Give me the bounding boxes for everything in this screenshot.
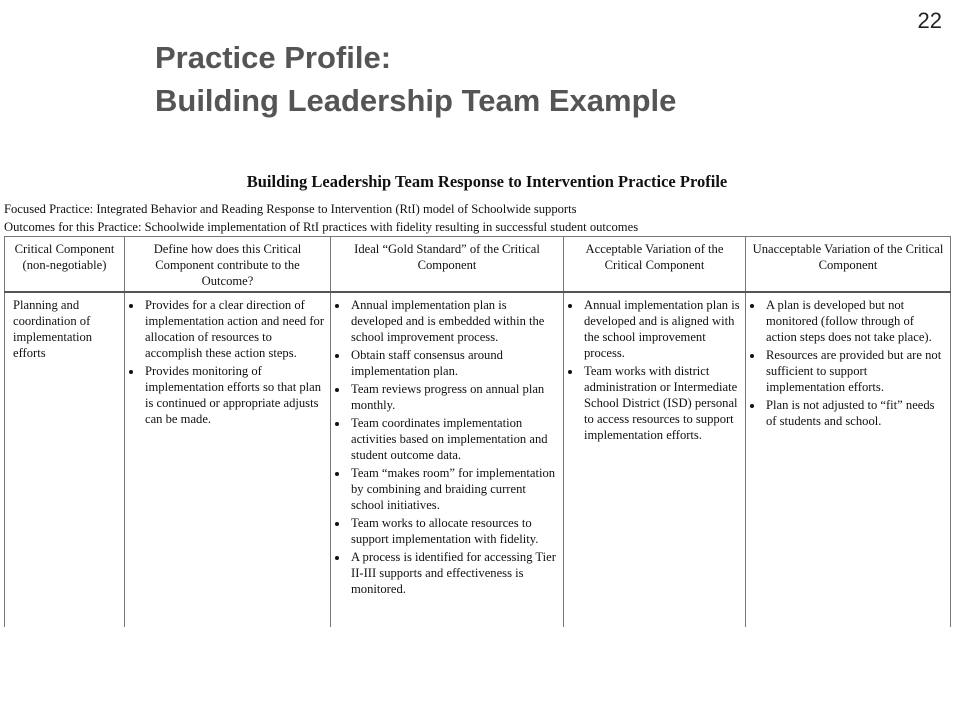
gold-standard-list [335, 297, 559, 597]
list-item: • Annual implementation plan is developed and is embedded within the school improvement process. [349, 297, 559, 345]
list-item: • Team coordinates implementation activities based on implementation and student outcome data. [349, 415, 559, 463]
unacceptable-variation-cell [746, 292, 951, 627]
list-item: • Annual implementation plan is developed and is aligned with the school improvement process. [582, 297, 741, 361]
practice-profile-table [4, 236, 951, 627]
table-header-row [5, 237, 951, 293]
gold-standard-cell [331, 292, 564, 627]
list-item: • Plan is not adjusted to “fit” needs of students and school. [764, 397, 946, 429]
column-header-contribution: Define how does this Critical Component contribute to the Outcome? [125, 237, 331, 293]
list-item: • Obtain staff consensus around implementation plan. [349, 347, 559, 379]
list-item: • Team reviews progress on annual plan monthly. [349, 381, 559, 413]
critical-component-cell [5, 292, 125, 627]
contribution-cell [125, 292, 331, 627]
column-header-gold-standard: Ideal “Gold Standard” of the Critical Component [331, 237, 564, 293]
unacceptable-variation-list [750, 297, 946, 429]
list-item: • A plan is developed but not monitored (follow through of action steps does not take place). [764, 297, 946, 345]
slide-title-line-1: Practice Profile: [155, 40, 392, 75]
list-item: • Team “makes room” for implementation by combining and braiding current school initiatives. [349, 465, 559, 513]
document-heading: Building Leadership Team Response to Intervention Practice Profile [246, 172, 728, 191]
slide-title-line-2: Building Leadership Team Example [155, 83, 677, 118]
focused-practice-line: Focused Practice: Integrated Behavior and Reading Response to Intervention (RtI) model of Schoolwide supports [4, 202, 577, 216]
practice-profile-document [4, 172, 956, 627]
acceptable-variation-cell [564, 292, 746, 627]
column-header-acceptable-variation: Acceptable Variation of the Critical Component [564, 237, 746, 293]
slide-title [155, 36, 676, 122]
acceptable-variation-list [568, 297, 741, 443]
page-number: 22 [917, 8, 942, 33]
column-header-critical-component: Critical Component (non-negotiable) [5, 237, 125, 293]
outcomes-line: Outcomes for this Practice: Schoolwide implementation of RtI practices with fidelity resulting in successful student outcomes [4, 220, 639, 234]
list-item: • Team works with district administration or Intermediate School District (ISD) personal to access resources to support implementation efforts. [582, 363, 741, 443]
critical-component-text: Planning and coordination of implementation efforts [13, 298, 93, 360]
column-header-unacceptable-variation: Unacceptable Variation of the Critical Component [746, 237, 951, 293]
contribution-list [129, 297, 326, 427]
list-item: • Team works to allocate resources to support implementation with fidelity. [349, 515, 559, 547]
list-item: • A process is identified for accessing Tier II-III supports and effectiveness is monitored. [349, 549, 559, 597]
table-row [5, 292, 951, 627]
list-item: • Resources are provided but are not sufficient to support implementation efforts. [764, 347, 946, 395]
list-item: • Provides monitoring of implementation efforts so that plan is continued or appropriate adjusts can be made. [143, 363, 326, 427]
list-item: • Provides for a clear direction of implementation action and need for allocation of resources to accomplish these action steps. [143, 297, 326, 361]
